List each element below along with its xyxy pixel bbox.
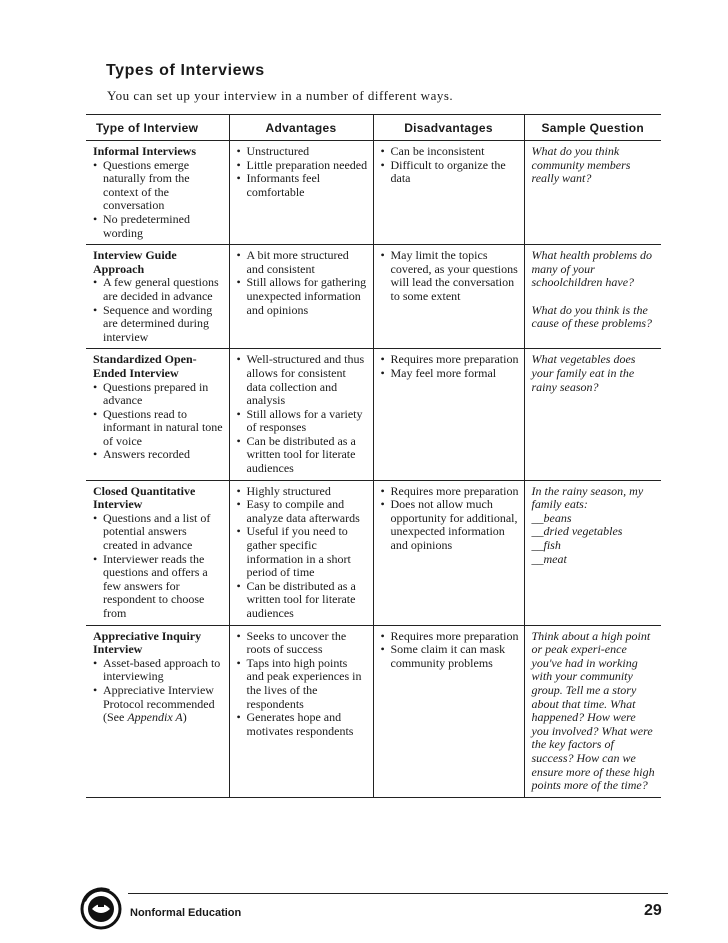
advantage-item: • Generates hope and motivates respondents	[237, 711, 368, 738]
type-heading: Closed Quantitative	[93, 483, 196, 498]
type-cell	[86, 480, 229, 625]
type-bullet: • Questions and a list of potential answers created in advance	[93, 512, 224, 553]
sample-option: __meat	[531, 551, 567, 566]
advantages-cell	[229, 245, 373, 349]
advantage-item: • Little preparation needed	[237, 159, 368, 173]
type-bullet: • No predetermined wording	[93, 213, 224, 240]
table-row	[86, 625, 661, 797]
advantage-item: • Can be distributed as a written tool for literate audiences	[237, 580, 368, 621]
disadvantages-cell	[373, 625, 524, 797]
sample-question: What health problems do many of your schoolchildren have?	[531, 248, 653, 290]
disadvantage-item: • Does not allow much opportunity for additional, unexpected information and opinions	[381, 498, 519, 552]
disadvantages-cell	[373, 480, 524, 625]
sample-question: What vegetables does your family eat in the rainy season?	[531, 352, 636, 394]
disadvantage-item: • Requires more preparation	[381, 485, 519, 499]
header-sample-question: Sample Question	[524, 115, 661, 141]
disadvantage-item: • Some claim it can mask community problems	[381, 643, 519, 670]
appendix-prefix: (See	[103, 710, 128, 725]
type-cell	[86, 141, 229, 245]
disadvantage-item: • Can be inconsistent	[381, 145, 519, 159]
type-heading: Interview Guide	[93, 248, 177, 263]
page-title: Types of Interviews	[106, 62, 265, 79]
table-row	[86, 245, 661, 349]
advantage-item: • Can be distributed as a written tool for literate audiences	[237, 435, 368, 476]
sample-cell	[524, 245, 661, 349]
type-cell	[86, 349, 229, 480]
table-row	[86, 141, 661, 245]
footer-label: Nonformal Education	[130, 907, 242, 919]
type-bullet: • Questions read to informant in natural tone of voice	[93, 408, 224, 449]
advantages-cell	[229, 480, 373, 625]
disadvantages-cell	[373, 245, 524, 349]
disadvantage-item: • Requires more preparation	[381, 630, 519, 644]
appendix-reference	[93, 711, 224, 725]
disadvantage-item: • Requires more preparation	[381, 353, 519, 367]
advantage-item: • Easy to compile and analyze data afterwards	[237, 498, 368, 525]
peace-corps-logo-icon	[79, 887, 123, 931]
type-heading: Standardized Open-	[93, 352, 197, 367]
type-bullet: • Answers recorded	[93, 448, 224, 462]
sample-question: What do you think is the cause of these problems?	[531, 302, 653, 331]
advantage-item: • Well-structured and thus allows for consistent data collection and analysis	[237, 353, 368, 407]
type-heading: Approach	[93, 261, 145, 276]
sample-option: __dried vegetables	[531, 524, 623, 539]
page-subtitle: You can set up your interview in a number of different ways.	[107, 88, 454, 103]
type-heading: Interview	[93, 642, 143, 657]
type-heading: Informal Interviews	[93, 144, 196, 158]
advantages-cell	[229, 349, 373, 480]
sample-option: __fish	[531, 538, 561, 553]
spacer	[532, 290, 657, 304]
interview-types-table	[86, 114, 661, 798]
appendix-suffix: )	[182, 710, 187, 725]
advantages-cell	[229, 141, 373, 245]
type-bullet: • A few general questions are decided in advance	[93, 276, 224, 303]
advantage-item: • A bit more structured and consistent	[237, 249, 368, 276]
advantage-item: • Unstructured	[237, 145, 368, 159]
disadvantage-item: • Difficult to organize the data	[381, 159, 519, 186]
type-bullet: • Asset-based approach to interviewing	[93, 657, 224, 684]
advantage-item: • Still allows for a variety of responses	[237, 408, 368, 435]
type-bullet: • Questions prepared in advance	[93, 381, 224, 408]
type-heading: Appreciative Inquiry	[93, 628, 202, 643]
type-bullet: • Appreciative Interview Protocol recommended	[93, 684, 224, 711]
header-disadvantages: Disadvantages	[373, 115, 524, 141]
type-bullet: • Sequence and wording are determined during interview	[93, 304, 224, 345]
type-cell	[86, 245, 229, 349]
advantage-item: • Seeks to uncover the roots of success	[237, 630, 368, 657]
sample-cell	[524, 141, 661, 245]
sample-option: __beans	[531, 510, 572, 525]
disadvantages-cell	[373, 349, 524, 480]
sample-question: In the rainy season, my family eats:	[531, 483, 644, 512]
type-bullet: • Interviewer reads the questions and offers a few answers for respondent to choose from	[93, 553, 224, 621]
advantage-item: • Taps into high points and peak experiences in the lives of the respondents	[237, 657, 368, 711]
sample-question: What do you think community members really want?	[531, 144, 631, 186]
type-heading: Interview	[93, 497, 143, 512]
page-number: 29	[644, 902, 662, 919]
header-advantages: Advantages	[229, 115, 373, 141]
advantage-item: • Still allows for gathering unexpected information and opinions	[237, 276, 368, 317]
disadvantages-cell	[373, 141, 524, 245]
sample-cell	[524, 625, 661, 797]
table-header-row	[86, 115, 661, 141]
footer-rule	[128, 893, 668, 894]
advantage-item: • Highly structured	[237, 485, 368, 499]
advantages-cell	[229, 625, 373, 797]
sample-cell	[524, 349, 661, 480]
type-bullet: • Questions emerge naturally from the context of the conversation	[93, 159, 224, 213]
sample-question: Think about a high point or peak experi-ence you've had in working with your community group. Tell me a story about that time. What happened? How were you involved? What were the key factors of success? How can we ensure more of these high points more of the time?	[531, 628, 655, 793]
table-row	[86, 349, 661, 480]
advantage-item: • Informants feel comfortable	[237, 172, 368, 199]
appendix-link-text: Appendix A	[127, 710, 183, 725]
header-type: Type of Interview	[86, 115, 229, 141]
sample-cell	[524, 480, 661, 625]
table-row	[86, 480, 661, 625]
disadvantage-item: • May feel more formal	[381, 367, 519, 381]
type-cell	[86, 625, 229, 797]
disadvantage-item: • May limit the topics covered, as your questions will lead the conversation to some extent	[381, 249, 519, 303]
advantage-item: • Useful if you need to gather specific information in a short period of time	[237, 525, 368, 579]
type-heading: Ended Interview	[93, 365, 179, 380]
